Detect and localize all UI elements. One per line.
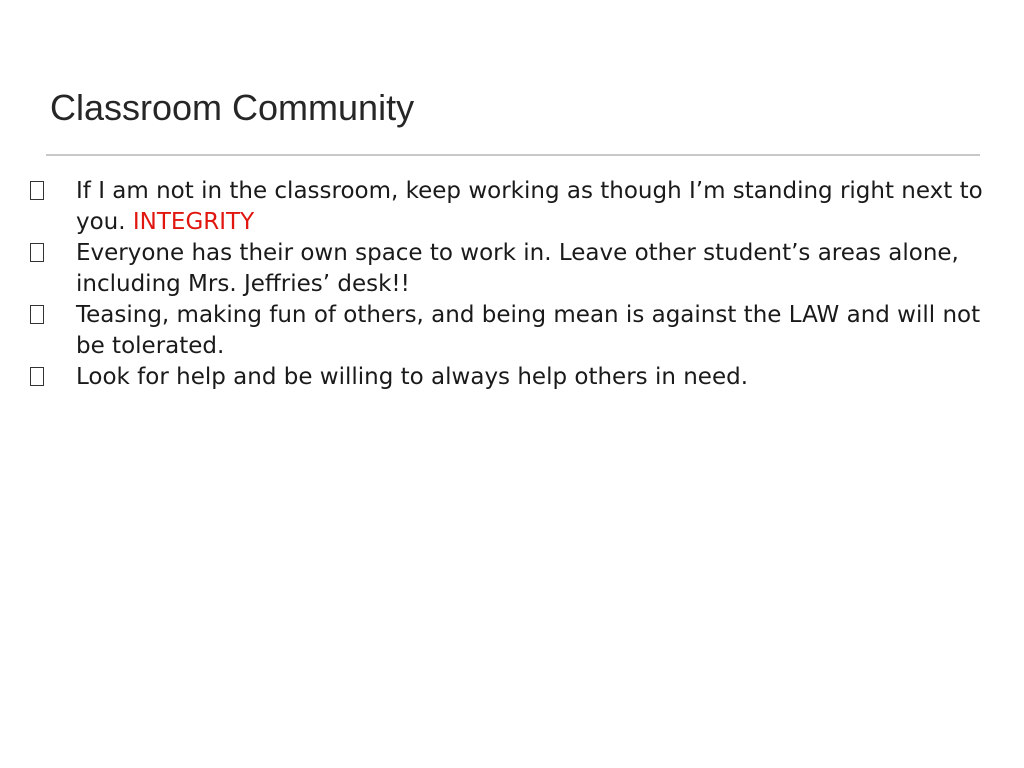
bullet-text: Everyone has their own space to work in. Leave other student’s areas alone, including Mrs. Jeffries’ desk!!	[76, 240, 959, 297]
bullet-text: If I am not in the classroom, keep working as though I’m standing right next to you.	[76, 178, 983, 235]
bullet-list	[30, 176, 990, 393]
bullet-item-1	[30, 176, 990, 238]
bullet-item-2	[30, 238, 990, 300]
square-bullet-icon	[30, 181, 44, 200]
square-bullet-icon	[30, 243, 44, 262]
bullet-item-4	[30, 362, 990, 393]
bullet-text: Look for help and be willing to always help others in need.	[76, 364, 749, 390]
integrity-highlight: INTEGRITY	[132, 209, 255, 235]
slide-title: Classroom Community	[50, 87, 415, 128]
bullet-item-3	[30, 300, 990, 362]
title-divider	[46, 154, 980, 156]
bullet-text: Teasing, making fun of others, and being mean is against the LAW and will not be tolerated.	[76, 302, 981, 359]
square-bullet-icon	[30, 367, 44, 386]
square-bullet-icon	[30, 305, 44, 324]
